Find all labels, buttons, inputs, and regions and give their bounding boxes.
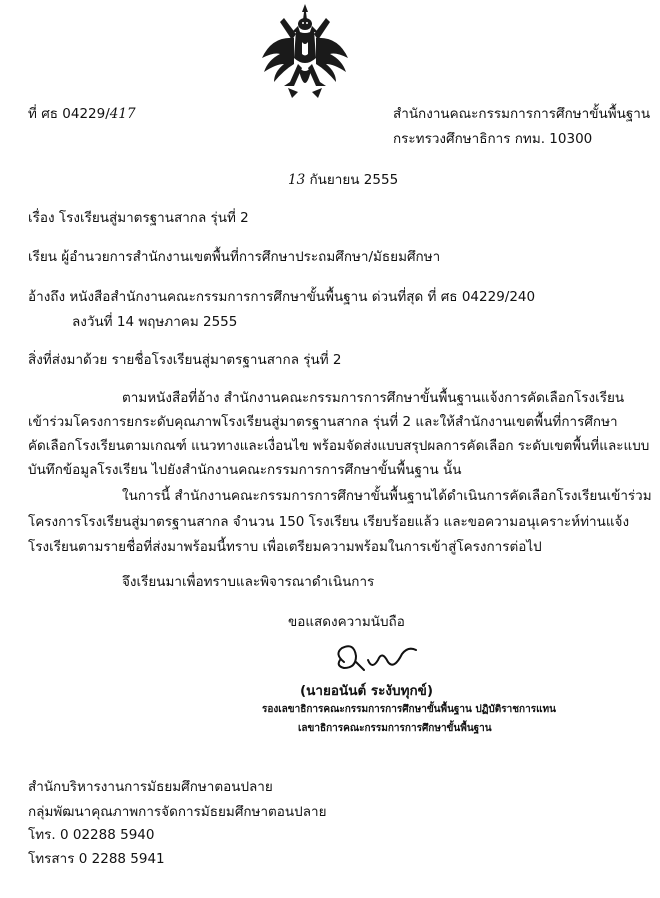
- date-month-year: กันยายน 2555: [305, 172, 399, 188]
- date-day-handwritten: 13: [288, 172, 306, 188]
- fax-number: โทรสาร 0 2288 5941: [28, 851, 165, 867]
- reference-line: อ้างถึง หนังสือสำนักงานคณะกรรมการการศึกษาขั้นพื้นฐาน ด่วนที่สุด ที่ ศธ 04229/240: [28, 289, 536, 305]
- reference-number-handwritten: 417: [109, 106, 136, 122]
- group-name: กลุ่มพัฒนาคุณภาพการจัดการมัธยมศึกษาตอนปลาย: [28, 804, 327, 820]
- telephone-number: โทร. 0 02288 5940: [28, 827, 155, 843]
- reference-number-prefix: ที่ ศธ 04229/: [28, 106, 110, 122]
- paragraph-1-line-3: คัดเลือกโรงเรียนตามเกณฑ์ แนวทางและเงื่อนไข พร้อมจัดส่งแบบสรุปผลการคัดเลือก ระดับเขตพื้นที่และแบบ: [28, 438, 650, 454]
- signatory-name: (นายอนันต์ ระงับทุกข์): [300, 683, 434, 699]
- paragraph-2-line-1: ในการนี้ สำนักงานคณะกรรมการการศึกษาขั้นพื้นฐานได้ดำเนินการคัดเลือกโรงเรียนเข้าร่วม: [122, 488, 652, 504]
- paragraph-1-line-2: เข้าร่วมโครงการยกระดับคุณภาพโรงเรียนสู่มาตรฐานสากล รุ่นที่ 2 และให้สำนักงานเขตพื้นที่การศึกษา: [28, 414, 618, 430]
- office-name: สำนักงานคณะกรรมการการศึกษาขั้นพื้นฐาน: [393, 106, 651, 122]
- reference-number: [28, 106, 136, 122]
- recipient-line: เรียน ผู้อำนวยการสำนักงานเขตพื้นที่การศึกษาประถมศึกษา/มัธยมศึกษา: [28, 249, 441, 265]
- paragraph-1-line-4: บันทึกข้อมูลโรงเรียน ไปยังสำนักงานคณะกรรมการการศึกษาขั้นพื้นฐาน นั้น: [28, 462, 462, 478]
- signatory-title: รองเลขาธิการคณะกรรมการการศึกษาขั้นพื้นฐาน ปฏิบัติราชการแทน: [262, 704, 556, 715]
- closing-request: จึงเรียนมาเพื่อทราบและพิจารณาดำเนินการ: [122, 574, 375, 590]
- garuda-emblem-icon: [258, 2, 352, 102]
- department-name: สำนักบริหารงานการมัธยมศึกษาตอนปลาย: [28, 779, 273, 795]
- paragraph-2-line-3: โรงเรียนตามรายชื่อที่ส่งมาพร้อมนี้ทราบ เพื่อเตรียมความพร้อมในการเข้าสู่โครงการต่อไป: [28, 539, 542, 555]
- salutation: ขอแสดงความนับถือ: [288, 614, 405, 630]
- enclosure-line: สิ่งที่ส่งมาด้วย รายชื่อโรงเรียนสู่มาตรฐานสากล รุ่นที่ 2: [28, 352, 342, 368]
- signatory-title-line-2: เลขาธิการคณะกรรมการการศึกษาขั้นพื้นฐาน: [298, 723, 492, 734]
- reference-date-line: ลงวันที่ 14 พฤษภาคม 2555: [72, 314, 238, 330]
- signature-scribble: [330, 640, 430, 682]
- office-address: กระทรวงศึกษาธิการ กทม. 10300: [393, 131, 593, 147]
- paragraph-1-line-1: ตามหนังสือที่อ้าง สำนักงานคณะกรรมการการศึกษาขั้นพื้นฐานแจ้งการคัดเลือกโรงเรียน: [122, 390, 625, 406]
- letter-date: [288, 172, 398, 188]
- subject-line: เรื่อง โรงเรียนสู่มาตรฐานสากล รุ่นที่ 2: [28, 210, 249, 226]
- paragraph-2-line-2: โครงการโรงเรียนสู่มาตรฐานสากล จำนวน 150 โรงเรียน เรียบร้อยแล้ว และขอความอนุเคราะห์ท่านแจ้ง: [28, 514, 630, 530]
- signature-scribble-icon: [330, 640, 430, 678]
